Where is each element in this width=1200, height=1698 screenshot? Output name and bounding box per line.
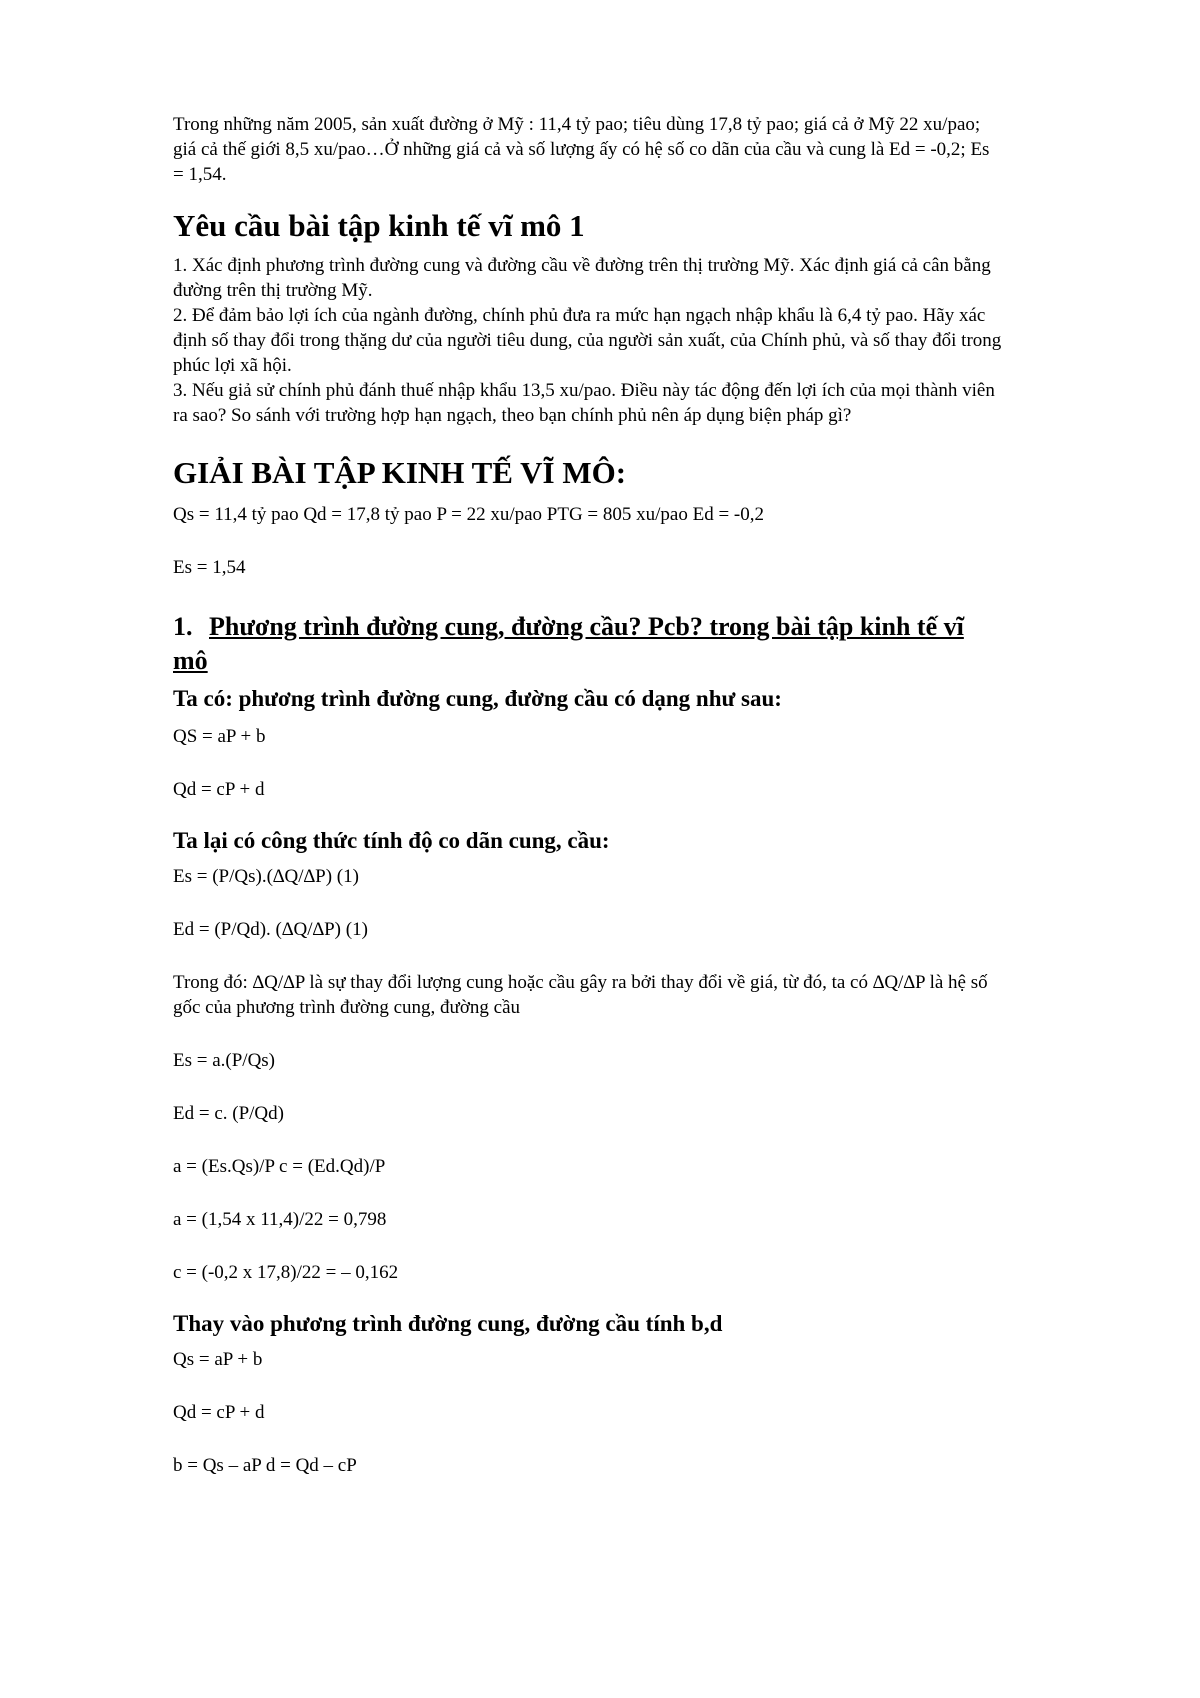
section-1-title-line-2: mô [173, 646, 208, 675]
equation-supply-2: Qs = aP + b [173, 1349, 263, 1370]
question-2-line-3: phúc lợi xã hội. [173, 355, 292, 376]
equation-a-c-formula: a = (Es.Qs)/P c = (Ed.Qd)/P [173, 1156, 386, 1177]
equation-b-d: b = Qs – aP d = Qd – cP [173, 1455, 357, 1476]
document-page [173, 112, 1103, 1478]
subheading-elasticity: Ta lại có công thức tính độ co dãn cung, cầu: [173, 828, 610, 853]
equation-es: Es = (P/Qs).(∆Q/∆P) (1) [173, 866, 359, 887]
equation-a-value: a = (1,54 x 11,4)/22 = 0,798 [173, 1209, 387, 1230]
section-1-title-line-1: Phương trình đường cung, đường cầu? Pcb? trong bài tập kinh tế vĩ [209, 612, 964, 641]
subheading-equation-form: Ta có: phương trình đường cung, đường cầu có dạng như sau: [173, 686, 782, 711]
intro-line-1: Trong những năm 2005, sản xuất đường ở Mỹ : 11,4 tỷ pao; tiêu dùng 17,8 tỷ pao; giá cả ở Mỹ 22 xu/pao; [173, 114, 981, 135]
section-1-number: 1. [173, 612, 193, 641]
equation-supply: QS = aP + b [173, 726, 266, 747]
note-line-1: Trong đó: ∆Q/∆P là sự thay đổi lượng cung hoặc cầu gây ra bởi thay đổi về giá, từ đó, ta có ∆Q/∆P là hệ số [173, 972, 988, 993]
question-3-line-1: 3. Nếu giả sử chính phủ đánh thuế nhập khẩu 13,5 xu/pao. Điều này tác động đến lợi ích của mọi thành viên [173, 380, 995, 401]
given-values-line-2: Es = 1,54 [173, 557, 246, 578]
given-values-line-1: Qs = 11,4 tỷ pao Qd = 17,8 tỷ pao P = 22 xu/pao PTG = 805 xu/pao Ed = -0,2 [173, 504, 764, 525]
question-3-line-2: ra sao? So sánh với trường hợp hạn ngạch, theo bạn chính phủ nên áp dụng biện pháp gì? [173, 405, 852, 426]
question-2-line-1: 2. Để đảm bảo lợi ích của ngành đường, chính phủ đưa ra mức hạn ngạch nhập khẩu là 6,4 tỷ pao. Hãy xác [173, 305, 986, 326]
equation-c-value: c = (-0,2 x 17,8)/22 = – 0,162 [173, 1262, 399, 1283]
question-1-line-1: 1. Xác định phương trình đường cung và đường cầu về đường trên thị trường Mỹ. Xác định giá cả cân bằng [173, 255, 991, 276]
intro-line-3: = 1,54. [173, 164, 227, 185]
intro-line-2: giá cả thế giới 8,5 xu/pao…Ở những giá cả và số lượng ấy có hệ số co dãn của cầu và cung là Ed = -0,2; Es [173, 139, 990, 160]
note-line-2: gốc của phương trình đường cung, đường cầu [173, 997, 521, 1018]
requirements-heading: Yêu cầu bài tập kinh tế vĩ mô 1 [173, 208, 585, 243]
question-1-line-2: đường trên thị trường Mỹ. [173, 280, 373, 301]
subheading-substitute: Thay vào phương trình đường cung, đường cầu tính b,d [173, 1311, 723, 1336]
equation-es-a: Es = a.(P/Qs) [173, 1050, 276, 1071]
equation-demand-2: Qd = cP + d [173, 1402, 265, 1423]
equation-demand: Qd = cP + d [173, 779, 265, 800]
section-1-heading [173, 610, 1103, 678]
solution-heading: GIẢI BÀI TẬP KINH TẾ VĨ MÔ: [173, 455, 627, 490]
equation-ed-c: Ed = c. (P/Qd) [173, 1103, 284, 1124]
question-2-line-2: định số thay đổi trong thặng dư của người tiêu dung, của người sản xuất, của Chính phủ, và số thay đổi trong [173, 330, 1002, 351]
equation-ed: Ed = (P/Qd). (∆Q/∆P) (1) [173, 919, 368, 940]
